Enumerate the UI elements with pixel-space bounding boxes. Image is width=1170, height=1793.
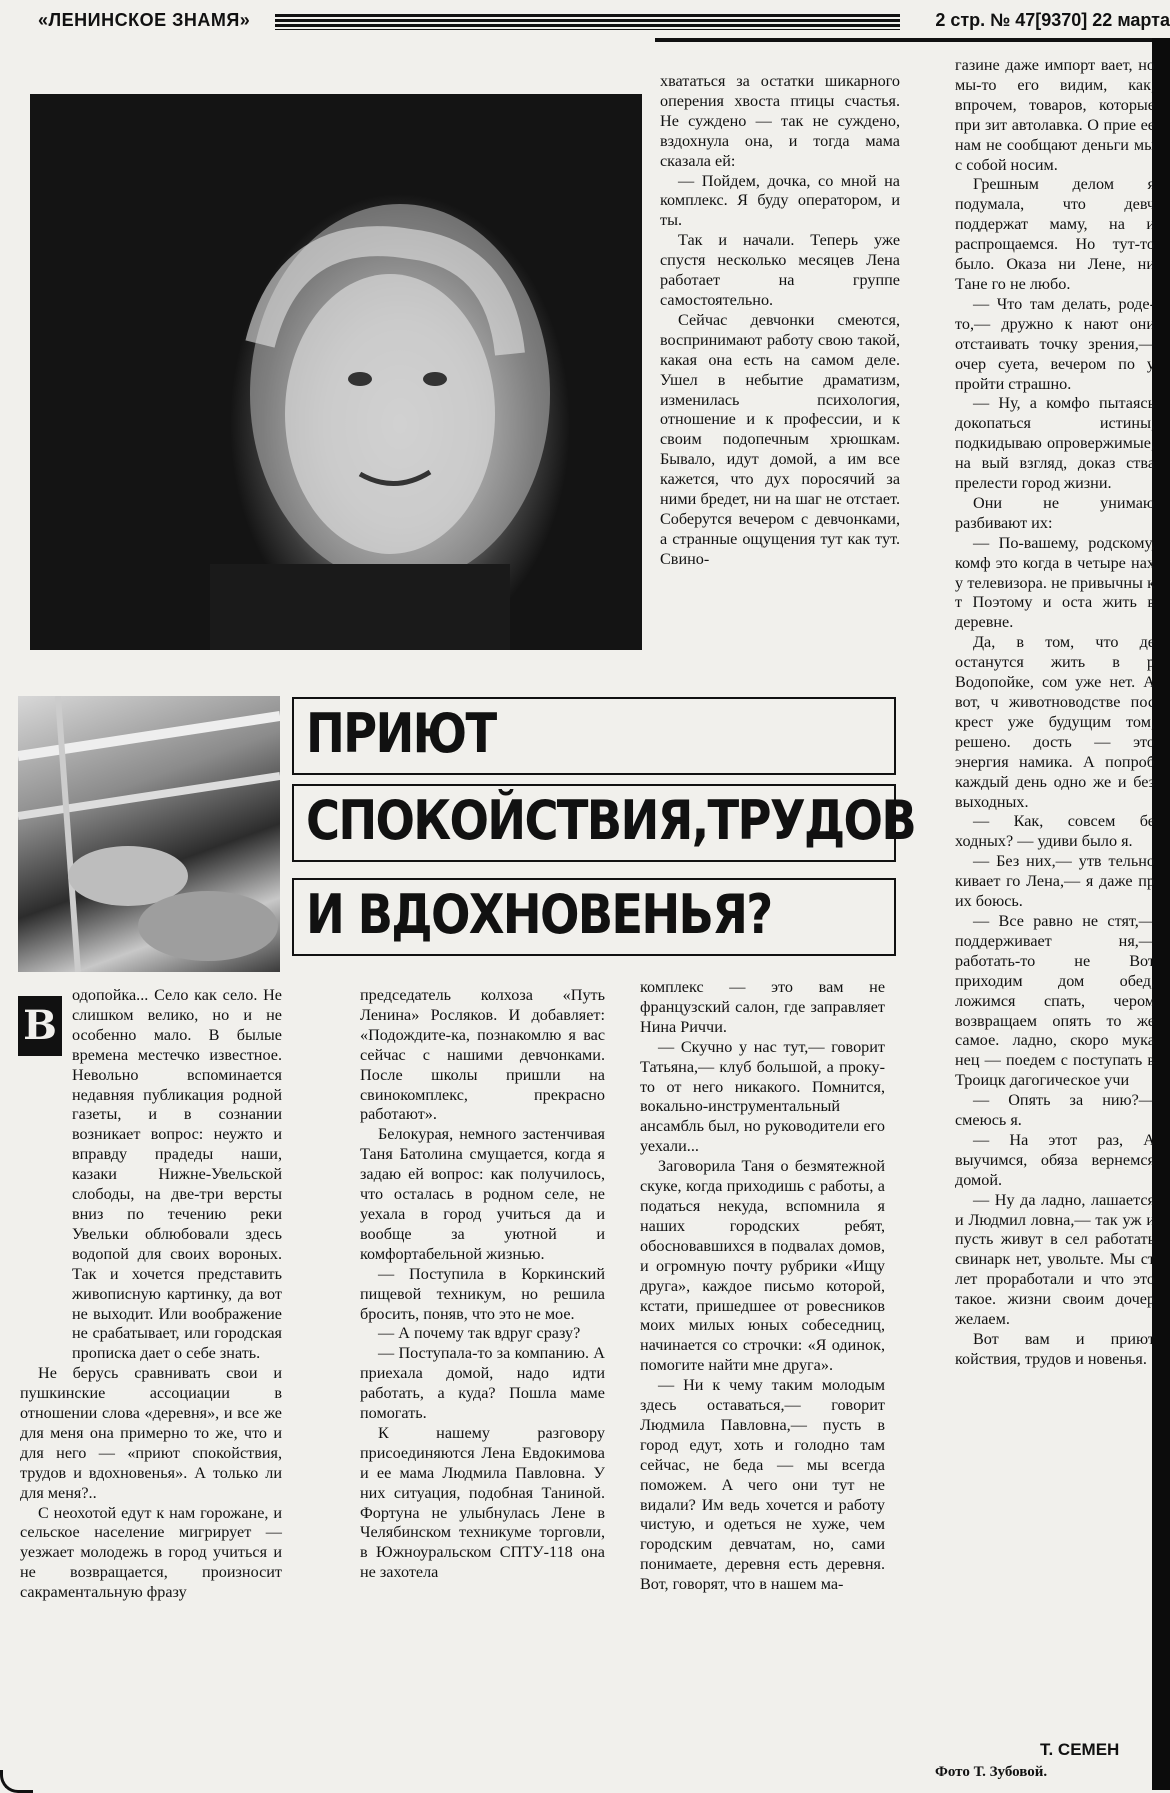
paragraph: — На этот раз, А выучимся, обяза вернемся домой.	[955, 1130, 1155, 1189]
paragraph: С неохотой едут к нам горожане, и сельское население мигрирует — уезжает молодежь в город учиться и не возвращается, произносит сакраментальную фразу	[20, 1503, 282, 1602]
headline-line-3: И ВДОХНОВЕНЬЯ?	[306, 883, 772, 946]
paragraph: Да, в том, что де останутся жить в р Водопойке, сом уже нет. А вот, ч животноводстве пос крест уже будущим том, решено. дость — это энергия намика. А попроб каждый день одно же и без выходных.	[955, 633, 1155, 811]
paragraph: — Без них,— утв тельно кивает го Лена,— я даже пр их боюсь.	[955, 852, 1155, 911]
column-bottom-3	[640, 978, 885, 1595]
paragraph: — Как, совсем бе ходных? — удиви было я.	[955, 812, 1155, 851]
pig-pen-illustration	[18, 696, 280, 972]
paragraph: — Пойдем, дочка, со мной на комплекс. Я буду оператором, и ты.	[660, 171, 900, 230]
paragraph: — Ну, а комфо пытаясь докопаться истины, подкидываю опровержимые, на вый взгляд, доказ ства прелести город жизни.	[955, 394, 1155, 493]
paragraph: комплекс — это вам не французский салон, где заправляет Нина Риччи.	[640, 978, 885, 1036]
drop-cap: В	[18, 996, 62, 1056]
portrait-photo	[30, 94, 642, 650]
headline-box-3	[292, 878, 896, 956]
pig-pen-photo	[18, 696, 280, 972]
headline-box-2	[292, 784, 916, 862]
paragraph: Так и начали. Теперь уже спустя несколько месяцев Лена работает на группе самостоятельно.	[660, 231, 900, 309]
paragraph: одопойка... Село как село. Не слишком велико, но и не особенно мало. В былые времена местечко известное. Невольно вспоминается недавняя публикация родной газеты, и в сознании возникает вопрос: неужто и вправду прадеды наши, казаки Нижне-Увельской слободы, на две-три версты вниз по течению реки Увельки облюбовали здесь водопой для своих вороных. Так и хочется представить живописную картинку, да вот не выходит. Или воображение не срабатывает, или городская прописка дает о себе знать.	[72, 986, 282, 1363]
paragraph: — Все равно не стят,— поддерживает ня,— работать-то не Вот приходим дом обед, ложимся спать, чером возвращаем опять то же самое. ладно, скоро мука нец — поедем с поступать в Троицк дагогическое учи	[955, 911, 1155, 1090]
paragraph: — А почему так вдруг сразу?	[378, 1324, 581, 1343]
paragraph: — Ни к чему таким молодым здесь оставаться,— говорит Людмила Павловна,— пусть в город едут, хоть и голодно там сейчас, не беда — мы всегда поможем. А чего они тут не видали? Им ведь хочется и работу чистую, и одеться не хуже, чем городским девчатам, но, сами понимаете, деревня есть деревня. Вот, говорят, что в нашем ма-	[640, 1376, 885, 1594]
paragraph: — Ну да ладно, лашается и Людмил ловна,— так уж и пусть живут в сел работать свинарк нет, увольте. Мы ст лет проработали и что это такое. жизни своим дочер желаем.	[955, 1190, 1155, 1329]
paragraph: Заговорила Таня о безмятежной скуке, когда приходишь с работы, а податься некуда, вспомнила я наших городских ребят, обосновавшихся в подвалах домов, и огромную почту рубрики «Ищу друга», каждое письмо которой, кстати, пришедшее от ровесников моих милых юных собеседниц, начинается со строчки: «Я одинок, помогите найти мне друга».	[640, 1157, 885, 1375]
paragraph: — Скучно у нас тут,— говорит Татьяна,— клуб большой, а проку-то от него никакого. Помнится, вокально-инструментальный ансамбль был, но руководители его уехали...	[640, 1037, 885, 1156]
paragraph: Не берусь сравнивать свои и пушкинские ассоциации в отношении слова «деревня», и все же для меня она примерно то же, что и для него — «приют спокойствия, трудов и вдохновенья». А только ли для меня?..	[20, 1364, 282, 1502]
headline-line-1: ПРИЮТ	[306, 702, 496, 765]
column-bottom-2	[360, 986, 605, 1583]
paragraph: — Поступала-то за компанию. А приехала домой, надо идти работать, а куда? Пошла маме помогать.	[360, 1344, 605, 1423]
column-rule	[655, 38, 1170, 42]
paragraph: председатель колхоза «Путь Ленина» Росляков. И добавляет: «Подождите-ка, познакомлю я вас сейчас с нашими девчонками. После школы пришли на свинокомплекс, прекрасно работают».	[360, 986, 605, 1124]
newspaper-title: «ЛЕНИНСКОЕ ЗНАМЯ»	[38, 10, 251, 30]
column-top-middle	[660, 72, 900, 570]
headline-box-1	[292, 697, 896, 775]
author-signature: Т. СЕМЕН	[1040, 1740, 1120, 1759]
column-bottom-1	[20, 986, 282, 1603]
headline-line-2: СПОКОЙСТВИЯ,ТРУДОВ	[306, 789, 916, 852]
paragraph: К нашему разговору присоединяются Лена Евдокимова и ее мама Людмила Павловна. У них ситуация, подобная Таниной. Фортуна не улыбнулась Лене в Челябинском техникуме торговли, в Южноуральском СПТУ-118 она не захотела	[360, 1423, 605, 1582]
issue-info: 2 стр. № 47[9370] 22 марта	[935, 10, 1170, 30]
masthead-rule	[275, 14, 900, 30]
paragraph: хвататься за остатки шикарного оперения хвоста птицы счастья. Не суждено — так не суждено, вздохнула она, и тогда мама сказала ей:	[660, 72, 900, 170]
paragraph: Грешным делом я подумала, что девч поддержат маму, на и распрощаемся. Но тут-то было. Оказа ни Лене, ни Тане го не любо.	[955, 175, 1155, 293]
paragraph: газине даже импорт вает, но мы-то его видим, как, впрочем, товаров, которые при зит автолавка. О прие ее нам не сообщают деньги мы с собой носим.	[955, 56, 1155, 174]
paragraph: Они не унимаю разбивают их:	[955, 493, 1155, 532]
paragraph: — Опять за нию?— смеюсь я.	[955, 1091, 1155, 1130]
paragraph: — Что там делать, роде-то,— дружно к нают они отстаивать точку зрения,— очер суета, вечером по у пройти страшно.	[955, 294, 1155, 393]
portrait-illustration	[30, 94, 642, 650]
photo-credit: Фото Т. Зубовой.	[935, 1764, 1048, 1780]
masthead	[0, 4, 1170, 40]
paragraph: Сейчас девчонки смеются, воспринимают работу свою такой, какая она есть на самом деле. Ушел в небытие драматизм, изменилась психология, отношение и к профессии, и к своим подопечным хрюшкам. Бывало, идут домой, а им все кажется, что дух поросячий за ними бредет, ни на шаг не отстает. Соберутся вечером с девчонками, а странные ощущения тут как тут. Свино-	[660, 310, 900, 568]
column-right	[955, 56, 1155, 1706]
paragraph: — По-вашему, родскому, комф это когда в четыре нах у телевизора. не привычны к т Поэтому и оста жить в деревне.	[955, 533, 1155, 632]
paragraph: — Поступила в Коркинский пищевой техникум, но решила бросить, поняв, что это не мое.	[360, 1264, 605, 1323]
paragraph: Белокурая, немного застенчивая Таня Батолина смущается, когда я задаю ей вопрос: как получилось, что осталась в родном селе, не уехала в город учиться да и вообще за уютной и комфортабельной жизнью.	[360, 1125, 605, 1263]
paragraph: Вот вам и приют койствия, трудов и новенья.	[955, 1330, 1155, 1368]
